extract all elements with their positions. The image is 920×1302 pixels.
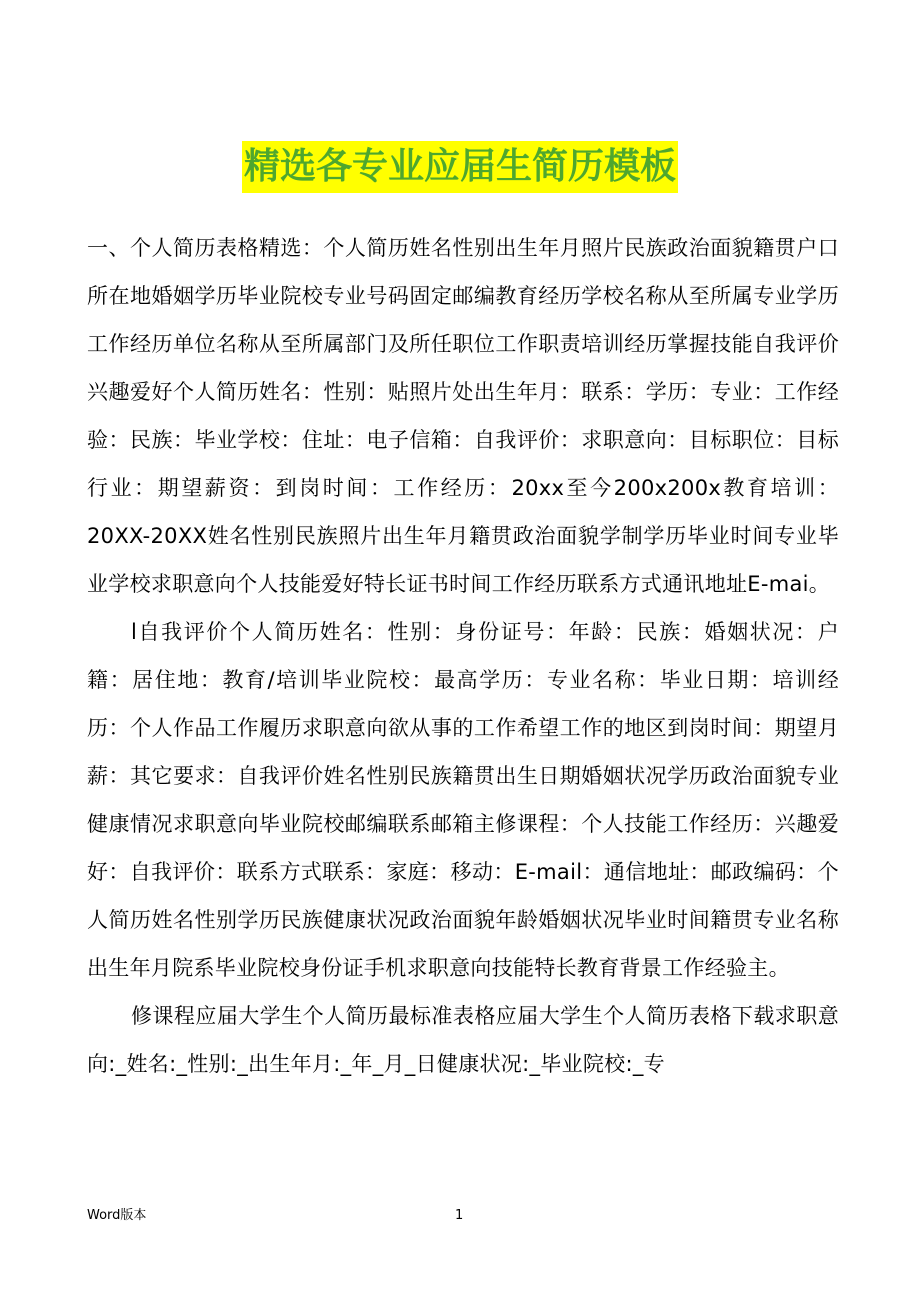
footer-label: Word版本 bbox=[87, 1208, 147, 1223]
page-number: 1 bbox=[455, 1208, 464, 1223]
document-title: 精选各专业应届生简历模板 bbox=[242, 141, 678, 193]
paragraph-3: 修课程应届大学生个人简历最标准表格应届大学生个人简历表格下载求职意向:_姓名:_性别:_出生年月:_年_月_日健康状况:_毕业院校:_专 bbox=[87, 1004, 839, 1076]
document-body bbox=[87, 224, 839, 1088]
paragraph-1: 一、个人简历表格精选：个人简历姓名性别出生年月照片民族政治面貌籍贯户口所在地婚姻学历毕业院校专业号码固定邮编教育经历学校名称从至所属专业学历工作经历单位名称从至所属部门及所任职位工作职责培训经历掌握技能自我评价兴趣爱好个人简历姓名：性别：贴照片处出生年月：联系：学历：专业：工作经验：民族：毕业学校：住址：电子信箱：自我评价：求职意向：目标职位：目标行业：期望薪资：到岗时间：工作经历：20xx至今200x200x教育培训：20XX-20XX姓名性别民族照片出生年月籍贯政治面貌学制学历毕业时间专业毕业学校求职意向个人技能爱好特长证书时间工作经历联系方式通讯地址E-mai。 bbox=[87, 236, 839, 596]
title-container bbox=[0, 141, 920, 193]
paragraph-2: l自我评价个人简历姓名：性别：身份证号：年龄：民族：婚姻状况：户籍：居住地：教育/培训毕业院校：最高学历：专业名称：毕业日期：培训经历：个人作品工作履历求职意向欲从事的工作希望工作的地区到岗时间：期望月薪：其它要求：自我评价姓名性别民族籍贯出生日期婚姻状况学历政治面貌专业健康情况求职意向毕业院校邮编联系邮箱主修课程：个人技能工作经历：兴趣爱好：自我评价：联系方式联系：家庭：移动：E-mail：通信地址：邮政编码：个人简历姓名性别学历民族健康状况政治面貌年龄婚姻状况毕业时间籍贯专业名称出生年月院系毕业院校身份证手机求职意向技能特长教育背景工作经验主。 bbox=[87, 620, 839, 980]
